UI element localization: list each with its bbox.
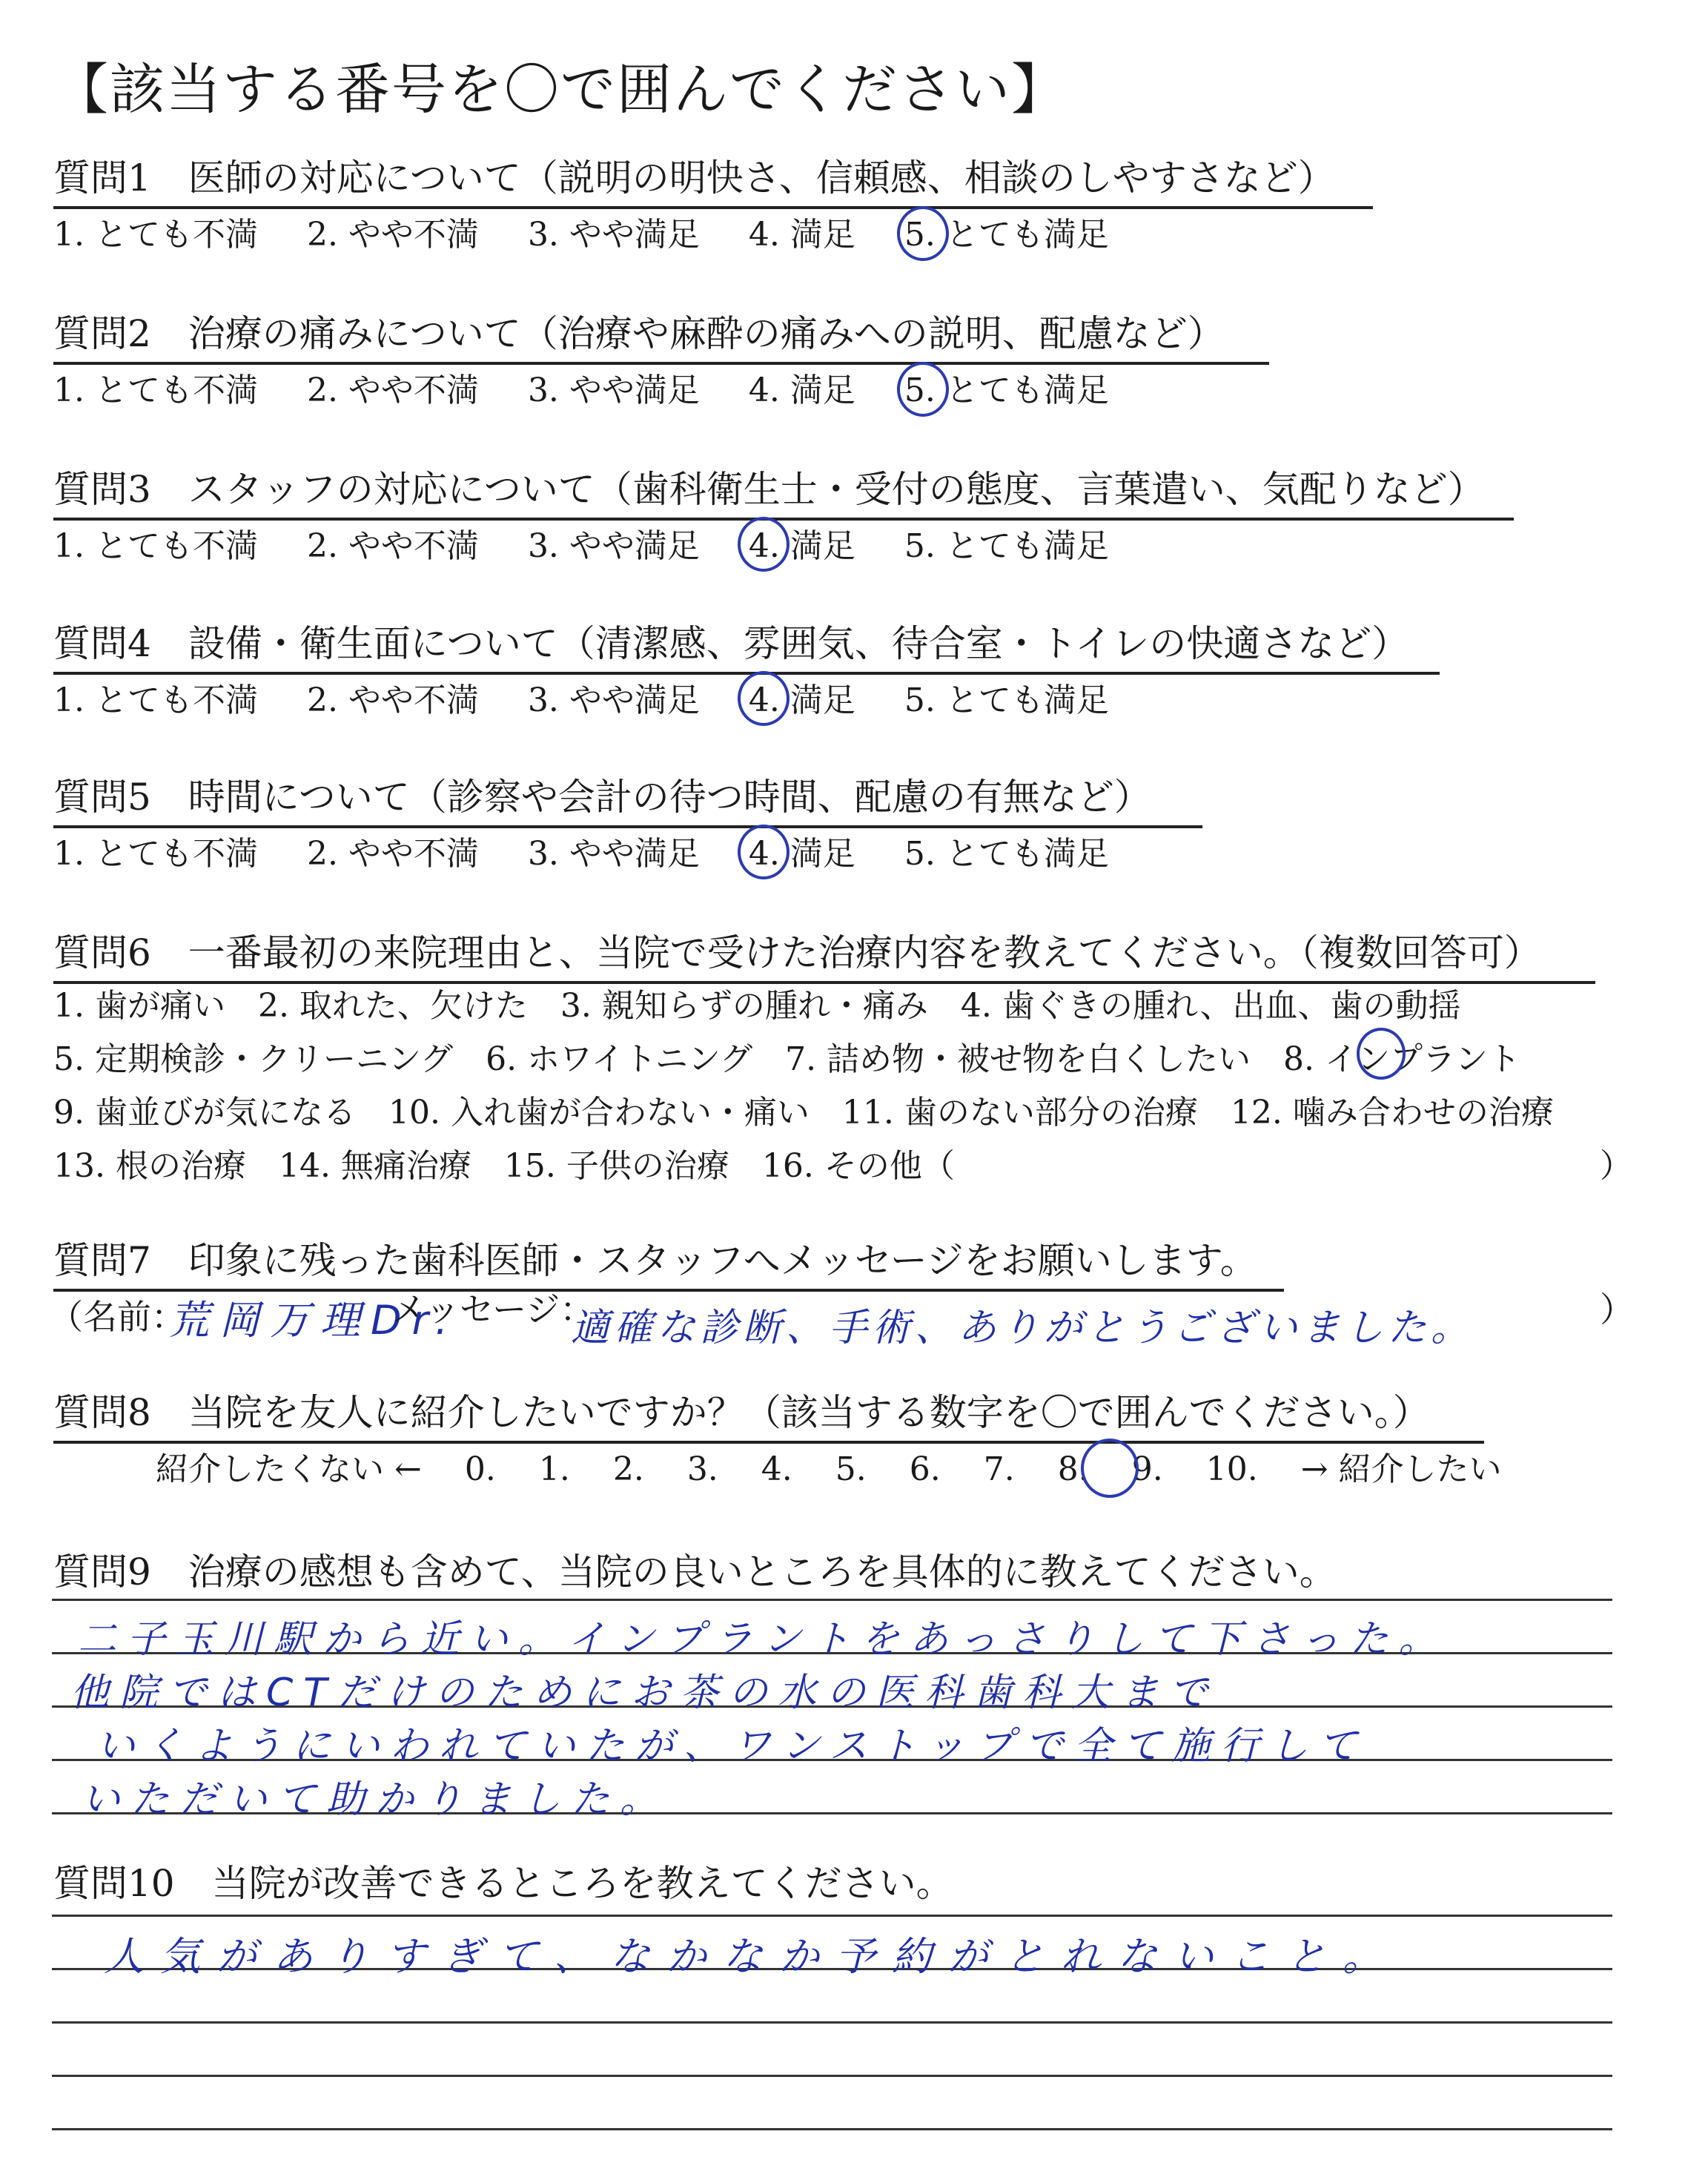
q1-option-4[interactable]: 4. 満足	[748, 216, 855, 254]
question-8-label: 質問8 当院を友人に紹介したいですか？（該当する数字を〇で囲んでください。）	[53, 1383, 1484, 1444]
question-10-label: 質問10 当院が改善できるところを教えてください。	[53, 1862, 953, 1905]
q6-other-close: ）	[1600, 1147, 1632, 1185]
q10-rule-4	[52, 2075, 1612, 2077]
question-5-label: 質問5 時間について（診察や会計の待つ時間、配慮の有無など）	[53, 767, 1202, 828]
question-3-options	[53, 519, 1148, 567]
question-9-label: 質問9 治療の感想も含めて、当院の良いところを具体的に教えてください。	[53, 1550, 1337, 1593]
question-2-label: 質問2 治療の痛みについて（治療や麻酔の痛みへの説明、配慮など）	[53, 304, 1269, 365]
q6-options-row-4[interactable]: 13. 根の治療 14. 無痛治療 15. 子供の治療 16. その他（	[53, 1147, 955, 1185]
question-4-options	[53, 673, 1148, 721]
q8-option-0[interactable]: 0.	[464, 1450, 496, 1488]
q8-option-2[interactable]: 2.	[612, 1450, 644, 1488]
q3-option-1[interactable]: 1. とても不満	[53, 527, 258, 565]
q4-option-1[interactable]: 1. とても不満	[53, 681, 258, 719]
q8-right-label: → 紹介したい	[1300, 1450, 1502, 1488]
q8-option-10[interactable]: 10.	[1205, 1450, 1258, 1488]
q10-rule-5	[52, 2128, 1612, 2130]
question-4-label: 質問4 設備・衛生面について（清潔感、雰囲気、待合室・トイレの快適さなど）	[53, 614, 1440, 675]
q4-option-2[interactable]: 2. やや不満	[306, 681, 479, 719]
q2-selection-circle	[897, 362, 949, 417]
q6-selection-circle	[1357, 1028, 1406, 1080]
question-1-label: 質問1 医師の対応について（説明の明快さ、信頼感、相談のしやすさなど）	[53, 148, 1373, 209]
q7-message-label: メッセージ：	[391, 1289, 595, 1330]
q2-option-4[interactable]: 4. 満足	[748, 371, 855, 409]
q8-option-3[interactable]: 3.	[686, 1450, 718, 1488]
q2-option-3[interactable]: 3. やや満足	[527, 371, 700, 409]
q3-option-2[interactable]: 2. やや不満	[306, 527, 479, 565]
q8-selection-circle	[1081, 1439, 1139, 1498]
q3-option-3[interactable]: 3. やや満足	[527, 527, 700, 565]
question-2-options	[53, 363, 1148, 411]
page-title: 【該当する番号を〇で囲んでください】	[53, 58, 1068, 122]
q6-options-row-1[interactable]: 1. 歯が痛い 2. 取れた、欠けた 3. 親知らずの腫れ・痛み 4. 歯ぐきの腫れ、出血、歯の動揺	[53, 987, 1461, 1025]
q4-option-3[interactable]: 3. やや満足	[527, 681, 700, 719]
q5-option-3[interactable]: 3. やや満足	[527, 835, 700, 873]
q5-option-1[interactable]: 1. とても不満	[53, 835, 258, 873]
q8-option-1[interactable]: 1.	[538, 1450, 570, 1488]
q7-name-value[interactable]: 荒岡万理Dr.	[169, 1297, 458, 1344]
q4-option-5[interactable]: 5. とても満足	[904, 681, 1109, 719]
q6-options-row-3[interactable]: 9. 歯並びが気になる 10. 入れ歯が合わない・痛い 11. 歯のない部分の治療 12. 噛み合わせの治療	[53, 1094, 1554, 1132]
q1-option-1[interactable]: 1. とても不満	[53, 216, 258, 254]
q1-option-2[interactable]: 2. やや不満	[306, 216, 479, 254]
q8-scale	[156, 1442, 1535, 1490]
q2-option-5[interactable]: 5. とても満足	[904, 371, 1109, 409]
q1-option-3[interactable]: 3. やや満足	[527, 216, 700, 254]
q9-answer-line-3[interactable]: いくようにいわれていたが、ワンストップで全て施行して	[96, 1724, 1368, 1768]
q9-rule-1	[52, 1599, 1612, 1601]
q3-selection-circle	[738, 517, 790, 572]
q8-option-8[interactable]: 8.	[1057, 1450, 1089, 1488]
q10-rule-1	[52, 1915, 1612, 1917]
q9-answer-line-1[interactable]: 二子玉川駅から近い。インプラントをあっさりして下さった。	[78, 1617, 1448, 1662]
q1-option-5[interactable]: 5. とても満足	[904, 216, 1109, 254]
q8-option-5[interactable]: 5.	[835, 1450, 867, 1488]
q10-answer-line-1[interactable]: 人気がありすぎて、なかなか予約がとれないこと。	[104, 1933, 1399, 1980]
q6-options-row-2[interactable]: 5. 定期検診・クリーニング 6. ホワイトニング 7. 詰め物・被せ物を白くしたい 8. インプラント	[53, 1040, 1521, 1078]
q5-option-5[interactable]: 5. とても満足	[904, 835, 1109, 873]
q9-answer-line-2[interactable]: 他院ではCTだけのためにお茶の水の医科歯科大まで	[70, 1671, 1219, 1715]
q5-option-4[interactable]: 4. 満足	[748, 835, 855, 873]
question-6-label: 質問6 一番最初の来院理由と、当院で受けた治療内容を教えてください。（複数回答可）	[53, 923, 1595, 984]
q4-option-4[interactable]: 4. 満足	[748, 681, 855, 719]
q8-option-9[interactable]: 9.	[1131, 1450, 1163, 1488]
q4-selection-circle	[738, 671, 790, 726]
q7-message-value[interactable]: 適確な診断、手術、ありがとうございました。	[571, 1306, 1474, 1350]
q5-selection-circle	[738, 825, 790, 879]
q9-answer-line-4[interactable]: いただいて助かりました。	[82, 1777, 669, 1822]
question-7-label: 質問7 印象に残った歯科医師・スタッフへメッセージをお願いします。	[53, 1231, 1284, 1292]
question-3-label: 質問3 スタッフの対応について（歯科衛生士・受付の態度、言葉遣い、気配りなど）	[53, 460, 1514, 521]
q8-option-4[interactable]: 4.	[761, 1450, 792, 1488]
q7-name-label: （名前：	[49, 1297, 185, 1337]
q5-option-2[interactable]: 2. やや不満	[306, 835, 479, 873]
q10-rule-3	[52, 2021, 1612, 2024]
q8-option-7[interactable]: 7.	[983, 1450, 1015, 1488]
q2-option-2[interactable]: 2. やや不満	[306, 371, 479, 409]
q8-option-6[interactable]: 6.	[909, 1450, 941, 1488]
q2-option-1[interactable]: 1. とても不満	[53, 371, 258, 409]
q3-option-5[interactable]: 5. とても満足	[904, 527, 1109, 565]
q1-selection-circle	[897, 206, 949, 261]
question-1-options	[53, 208, 1148, 255]
q7-close-paren: ）	[1600, 1289, 1634, 1330]
q3-option-4[interactable]: 4. 満足	[748, 527, 855, 565]
question-5-options	[53, 827, 1148, 874]
q8-left-label: 紹介したくない ←	[156, 1450, 422, 1488]
